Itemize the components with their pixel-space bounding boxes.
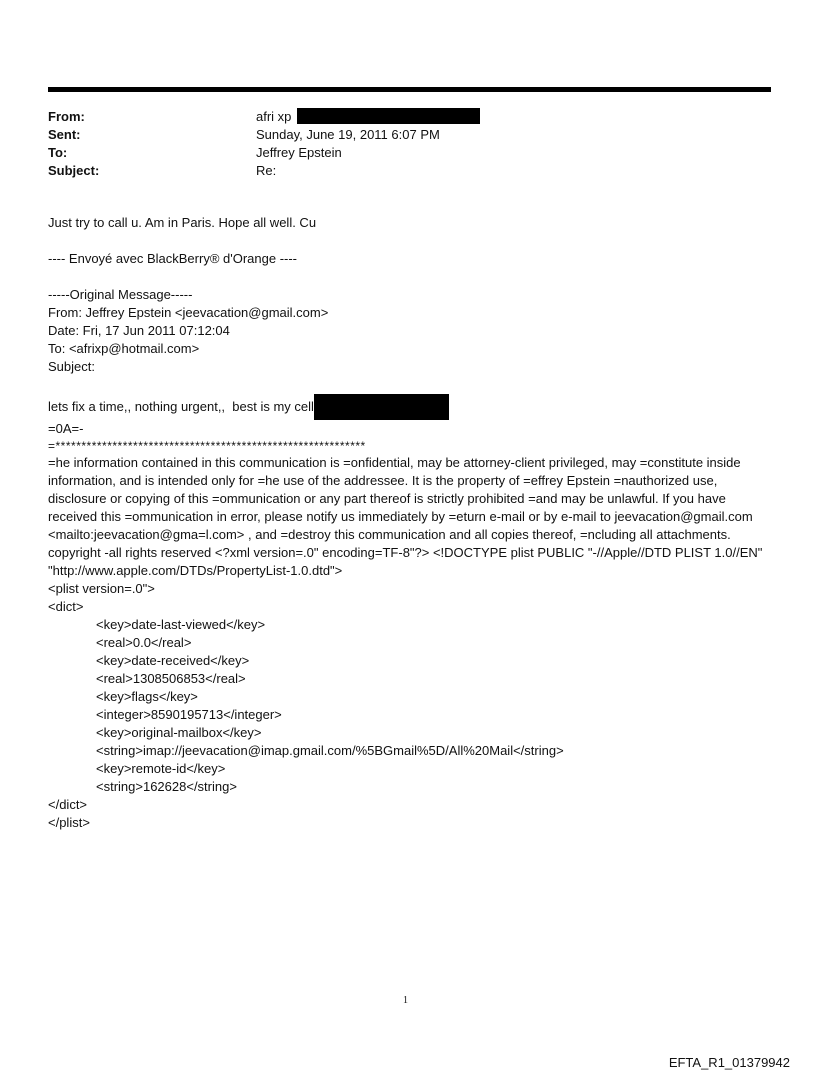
sent-label: Sent: [48,127,81,142]
dict-line: <key>remote-id</key> [96,761,226,776]
original-date: Date: Fri, 17 Jun 2011 07:12:04 [48,323,230,338]
dict-open: <dict> [48,599,84,614]
reply-line: Just try to call u. Am in Paris. Hope all well. Cu [48,215,317,230]
redaction-box [314,394,449,420]
signature: ---- Envoyé avec BlackBerry® d'Orange ---- [48,251,298,266]
disclaimer: =he information contained in this communication is =onfidential, may be attorney-client privileged, may =constitute inside information, and is intended only for =he use of the addressee. It is the property of =effrey Epstein =nauthorized use, disclosure or copying of this =ommunication or any part thereof is strictly prohibited =and may be unlawful. If you have received this =ommunication in error, please notify us immediately by =eturn e-mail or by e-mail to jeevacation@gmail.com <mailto:jeevacation@gma=l.com> , and =destroy this communication and all copies thereof, =ncluding all attachments. copyright -all rights reserved <?xml version=.0" encoding=TF-8"?> <!DOCTYPE plist PUBLIC "-//Apple//DTD PLIST 1.0//EN" "http://www.apple.com/DTDs/PropertyList-1.0.dtd"> [48,455,766,578]
from-name: afri xp [256,109,292,124]
from-value [256,108,480,126]
plist-close: </plist> [48,815,90,830]
from-label: From: [48,109,85,124]
bates-id: EFTA_R1_01379942 [668,1055,790,1070]
original-message-marker: -----Original Message----- [48,287,193,302]
dict-line: <key>original-mailbox</key> [96,725,262,740]
to-label: To: [48,145,68,160]
original-message-line [48,394,778,420]
original-subject: Subject: [48,359,95,374]
redaction-box [297,108,480,124]
encoded-line: =0A=- [48,421,84,436]
dict-line: <string>162628</string> [96,779,237,794]
dict-close: </dict> [48,797,88,812]
dict-line: <string>imap://jeevacation@imap.gmail.com/%5BGmail%5D/All%20Mail</string> [96,743,564,758]
dict-line: <key>date-last-viewed</key> [96,617,266,632]
subject-label: Subject: [48,163,100,178]
original-message-text: lets fix a time,, nothing urgent,, best is my cell [48,399,314,414]
original-from: From: Jeffrey Epstein <jeevacation@gmail.com> [48,305,329,320]
dict-line: <key>flags</key> [96,689,198,704]
page-number: 1 [403,995,408,1006]
top-rule [48,87,771,92]
dict-line: <key>date-received</key> [96,653,250,668]
plist-open: <plist version=.0"> [48,581,155,596]
email-body [48,214,778,832]
dict-line: <real>1308506853</real> [96,671,246,686]
to-value: Jeffrey Epstein [256,145,342,160]
dict-line: <real>0.0</real> [96,635,192,650]
dict-line: <integer>8590195713</integer> [96,707,282,722]
sent-value: Sunday, June 19, 2011 6:07 PM [256,127,440,142]
original-to: To: <afrixp@hotmail.com> [48,341,200,356]
stars-line: =************************************************************ [48,439,366,453]
subject-value: Re: [256,163,277,178]
